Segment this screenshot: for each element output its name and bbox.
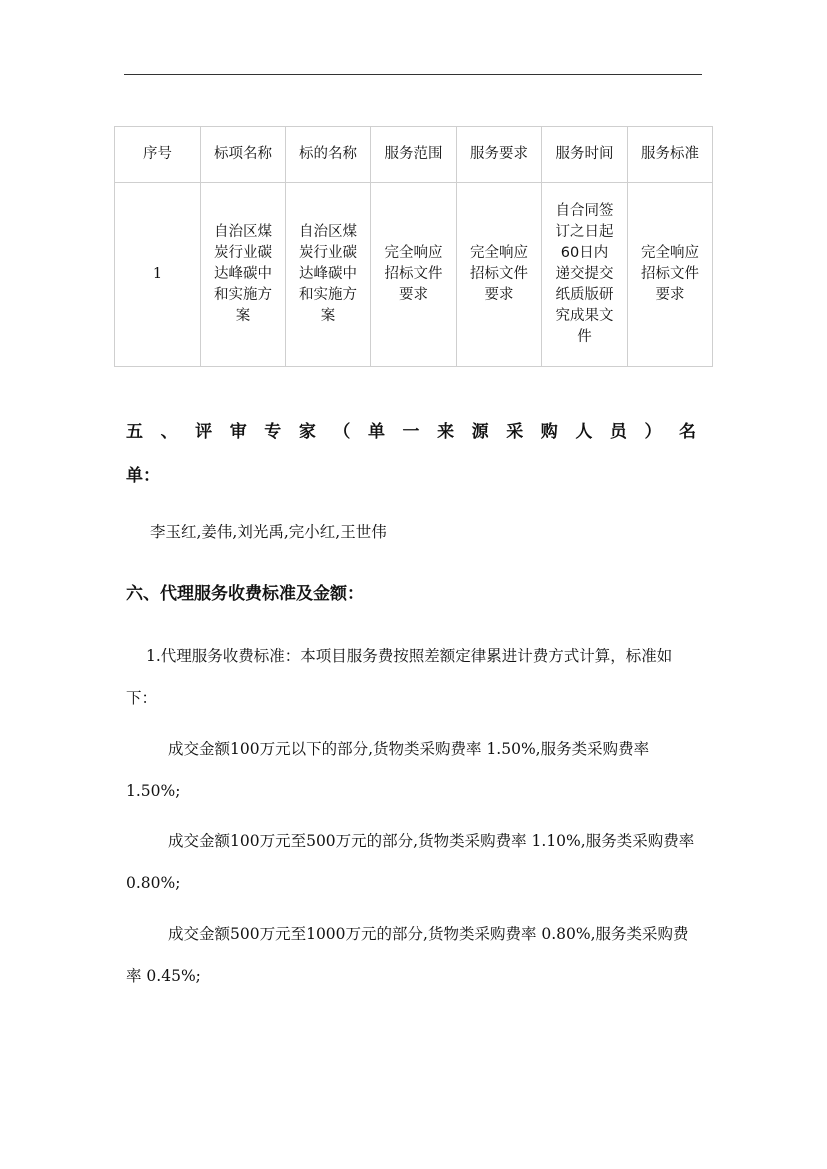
header-cell: 标项名称	[201, 127, 286, 183]
service-table	[114, 126, 713, 367]
header-cell: 服务范围	[371, 127, 457, 183]
title-char: （	[333, 422, 351, 442]
title-char: 购	[540, 422, 558, 442]
table-cell: 自合同签订之日起60日内递交提交纸质版研究成果文件	[542, 183, 628, 367]
title-char: 源	[471, 422, 489, 442]
title-char: 一	[402, 422, 420, 442]
title-char: 来	[437, 422, 455, 442]
title-char: 员	[609, 422, 627, 442]
title-char: 采	[506, 422, 524, 442]
table-row	[115, 183, 713, 367]
table-cell: 1	[115, 183, 201, 367]
table-cell: 完全响应招标文件要求	[457, 183, 542, 367]
header-cell: 服务时间	[542, 127, 628, 183]
table-cell: 自治区煤炭行业碳达峰碳中和实施方案	[286, 183, 371, 367]
table-header-row	[115, 127, 713, 183]
section-6-heading: 六、代理服务收费标准及金额：	[126, 584, 364, 604]
title-char: ）	[644, 422, 662, 442]
title-char: 人	[575, 422, 593, 442]
header-cell: 服务要求	[457, 127, 542, 183]
fee-standard-paragraph: 1.代理服务收费标准：本项目服务费按照差额定律累进计费方式计算，标准如下：	[126, 647, 673, 707]
section-5-title-line	[126, 410, 696, 454]
section-5-heading	[126, 410, 696, 498]
fee-tier-3: 成交金额500万元至1000万元的部分,货物类采购费率 0.80%,服务类采购费率 0.45%;	[126, 925, 689, 985]
fee-tier-2: 成交金额100万元至500万元的部分,货物类采购费率 1.10%,服务类采购费率 0.80%;	[126, 832, 695, 892]
table-cell: 自治区煤炭行业碳达峰碳中和实施方案	[201, 183, 286, 367]
title-char: 单	[367, 422, 385, 442]
title-char: 名	[679, 422, 696, 442]
table-cell: 完全响应招标文件要求	[628, 183, 713, 367]
title-char: 、	[160, 422, 178, 442]
expert-names: 李玉红,姜伟,刘光禹,完小红,王世伟	[150, 523, 387, 541]
title-char: 审	[229, 422, 247, 442]
header-cell: 序号	[115, 127, 201, 183]
fee-tier-1: 成交金额100万元以下的部分,货物类采购费率 1.50%,服务类采购费率 1.50%;	[126, 740, 650, 800]
header-cell: 服务标准	[628, 127, 713, 183]
title-char: 家	[298, 422, 316, 442]
table-cell: 完全响应招标文件要求	[371, 183, 457, 367]
title-char: 专	[264, 422, 282, 442]
title-char: 评	[195, 422, 213, 442]
header-rule	[124, 74, 702, 75]
title-char: 五	[126, 422, 143, 442]
section-5-title-tail: 单：	[126, 466, 160, 486]
header-cell: 标的名称	[286, 127, 371, 183]
